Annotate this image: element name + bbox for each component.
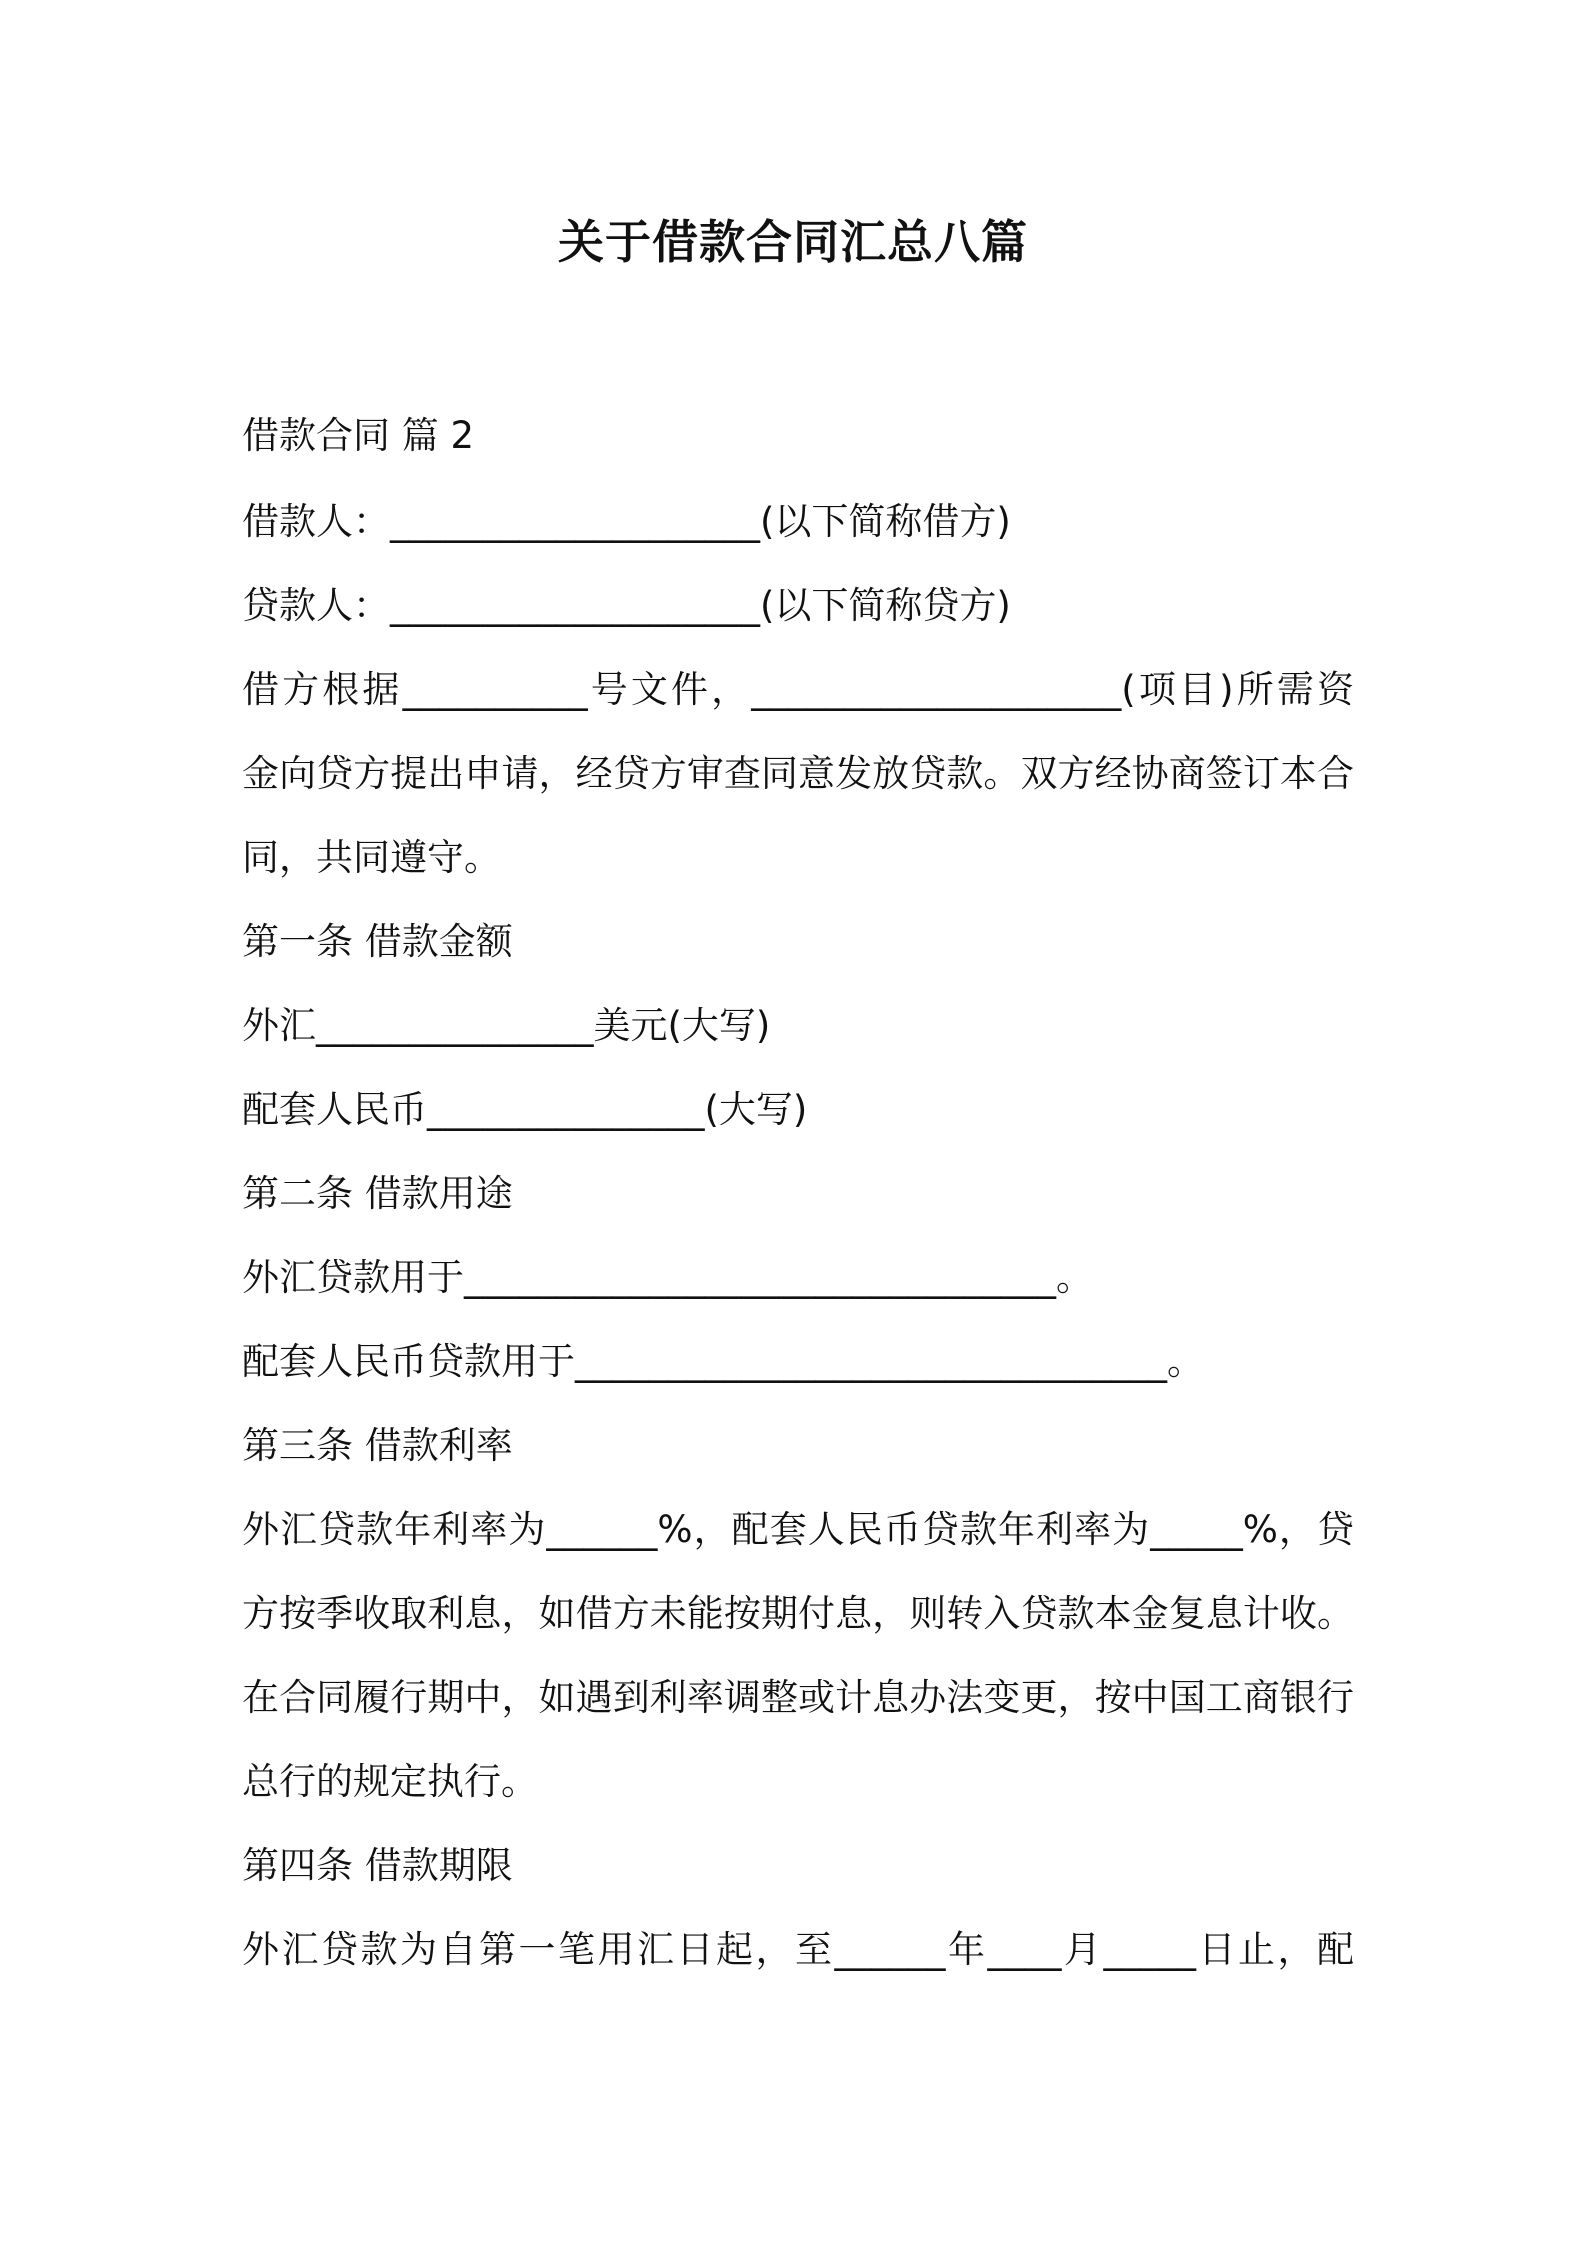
paragraph-line: 配套人民币贷款用于________________________________。: [242, 1340, 1204, 1383]
article-heading: 第四条 借款期限: [242, 1844, 513, 1887]
section-heading: 借款合同 篇 2: [242, 414, 475, 457]
borrower-line: 借款人：____________________(以下简称借方): [242, 500, 1011, 543]
paragraph-line: 配套人民币_______________(大写): [242, 1088, 808, 1131]
paragraph-line: 总行的规定执行。: [242, 1760, 538, 1803]
paragraph-line: 外汇贷款为自第一笔用汇日起，至______年____月_____日止，配: [242, 1928, 1354, 1971]
paragraph-line: 同，共同遵守。: [242, 836, 501, 879]
article-heading: 第二条 借款用途: [242, 1172, 513, 1215]
article-heading: 第三条 借款利率: [242, 1424, 513, 1467]
article-heading: 第一条 借款金额: [242, 920, 513, 963]
paragraph-line: 金向贷方提出申请，经贷方审查同意发放贷款。双方经协商签订本合: [242, 752, 1354, 795]
paragraph-line: 外汇_______________美元(大写): [242, 1004, 771, 1047]
document-title: 关于借款合同汇总八篇: [558, 215, 1028, 269]
paragraph-line: 外汇贷款用于________________________________。: [242, 1256, 1093, 1299]
paragraph-line: 外汇贷款年利率为______%，配套人民币贷款年利率为_____%，贷: [242, 1508, 1354, 1551]
lender-line: 贷款人：____________________(以下简称贷方): [242, 584, 1011, 627]
paragraph-line: 方按季收取利息，如借方未能按期付息，则转入贷款本金复息计收。: [242, 1592, 1354, 1635]
paragraph-line: 在合同履行期中，如遇到利率调整或计息办法变更，按中国工商银行: [242, 1676, 1354, 1719]
paragraph-line: 借方根据__________号文件，____________________(项目)所需资: [242, 668, 1354, 711]
